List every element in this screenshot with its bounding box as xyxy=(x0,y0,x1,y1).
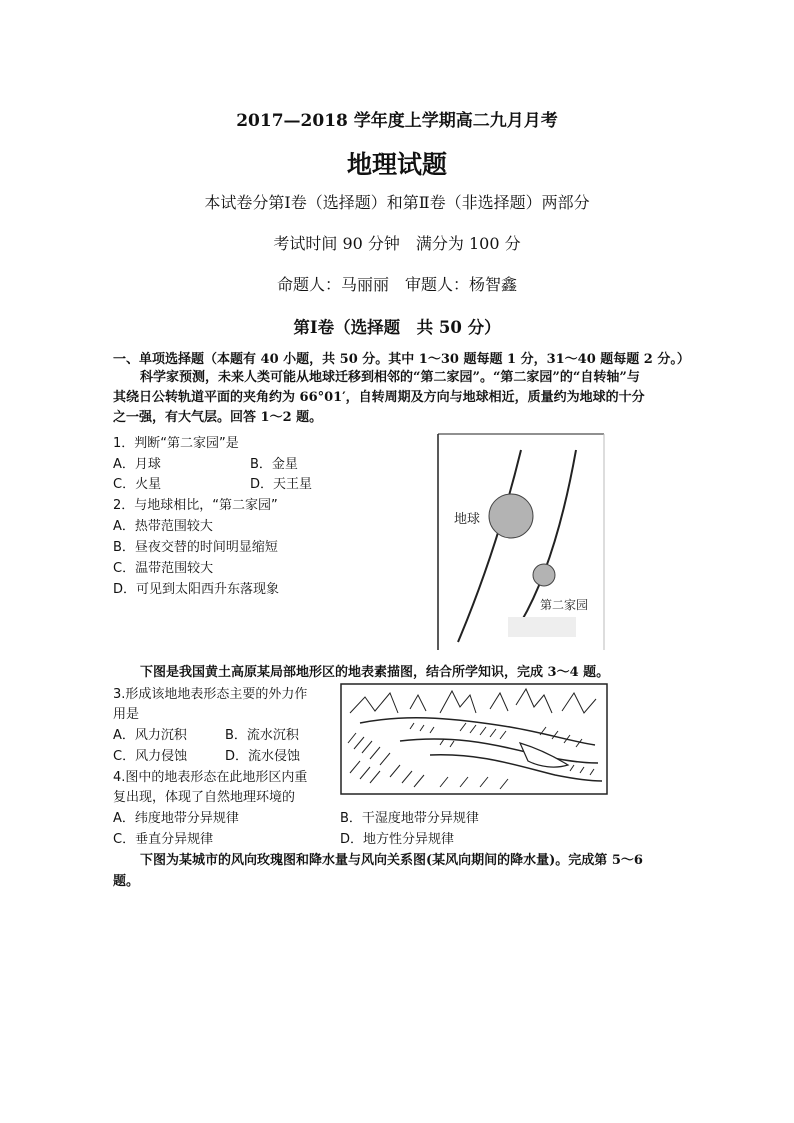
q1-option-c: C．火星 xyxy=(113,477,162,492)
earth-planet xyxy=(489,494,533,538)
q4-option-d: D．地方性分异规律 xyxy=(340,832,455,847)
earth-label: 地球 xyxy=(454,512,481,527)
passage1-line1: 科学家预测，未来人类可能从地球迁移到相邻的“第二家园”。“第二家园”的“自转轴”与 xyxy=(140,370,640,385)
q4-option-c: C．垂直分异规律 xyxy=(113,832,214,847)
second-home-orbit xyxy=(521,450,576,622)
q3-stem-line1: 3.形成该地地表形态主要的外力作 xyxy=(113,687,308,702)
passage3-line1: 下图为某城市的风向玫瑰图和降水量与风向关系图(某风向期间的降水量)。完成第 5～6 xyxy=(140,853,643,868)
q3-stem-line2: 用是 xyxy=(113,707,140,722)
q1-option-d: D．天王星 xyxy=(250,477,313,492)
earth-orbit xyxy=(458,450,521,642)
q4-option-a: A．纬度地带分异规律 xyxy=(113,811,239,826)
q4-stem-line1: 4.图中的地表形态在此地形区内重 xyxy=(113,770,308,785)
time-and-score: 考试时间 90 分钟 满分为 100 分 xyxy=(273,234,521,253)
passage1-line3: 之一强，有大气层。回答 1～2 题。 xyxy=(113,410,323,425)
q1-stem: 1．判断“第二家园”是 xyxy=(113,436,239,451)
subject-title: 地理试题 xyxy=(346,150,447,179)
q2-option-d: D．可见到太阳西升东落现象 xyxy=(113,582,280,597)
q2-option-a: A．热带范围较大 xyxy=(113,519,213,534)
orbit-figure xyxy=(436,432,606,652)
authors: 命题人：马丽丽 审题人：杨智鑫 xyxy=(276,275,517,294)
exam-title: 2017—2018 学年度上学期高二九月月考 xyxy=(236,111,558,131)
section-instruction: 一、单项选择题（本题有 40 小题，共 50 分。其中 1～30 题每题 1 分，31～40 题每题 2 分。） xyxy=(113,352,690,367)
q2-option-c: C．温带范围较大 xyxy=(113,561,214,576)
q3-option-b: B．流水沉积 xyxy=(225,728,299,743)
section-title: 第Ⅰ卷（选择题 共 50 分） xyxy=(293,318,501,337)
paper-structure: 本试卷分第Ⅰ卷（选择题）和第Ⅱ卷（非选择题）两部分 xyxy=(204,193,590,212)
watermark-blur xyxy=(508,617,576,637)
second-home-label: 第二家园 xyxy=(540,598,589,612)
q1-option-a: A．月球 xyxy=(113,457,161,472)
passage1-line2: 其绕日公转轨道平面的夹角约为 66°01′，自转周期及方向与地球相近，质量约为地球的十分 xyxy=(113,390,645,405)
q2-stem: 2．与地球相比，“第二家园” xyxy=(113,498,278,513)
q2-option-b: B．昼夜交替的时间明显缩短 xyxy=(113,540,278,555)
passage3-line2: 题。 xyxy=(113,874,140,889)
q1-option-b: B．金星 xyxy=(250,457,298,472)
q4-stem-line2: 复出现，体现了自然地理环境的 xyxy=(113,790,296,805)
q3-option-c: C．风力侵蚀 xyxy=(113,749,188,764)
q3-option-a: A．风力沉积 xyxy=(113,728,187,743)
loess-terrain-sketch xyxy=(340,683,608,795)
q4-option-b: B．干湿度地带分异规律 xyxy=(340,811,479,826)
second-home-planet xyxy=(533,564,555,586)
q3-option-d: D．流水侵蚀 xyxy=(225,749,301,764)
passage2: 下图是我国黄土高原某局部地形区的地表素描图，结合所学知识，完成 3～4 题。 xyxy=(140,665,610,680)
